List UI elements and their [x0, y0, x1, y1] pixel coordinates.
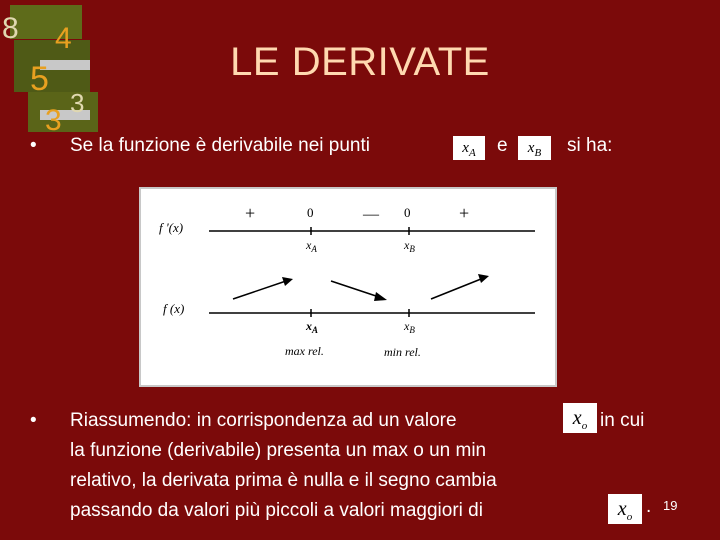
decreasing-arrow: [331, 281, 387, 301]
summary-line-1-before: Riassumendo: in corrispondenza ad un valore: [70, 410, 457, 431]
slide-title: LE DERIVATE: [230, 40, 490, 84]
bullet-marker: •: [30, 135, 37, 156]
xa-label-bottom: $x_A$: [306, 319, 319, 335]
fprime-label: f '(x): [159, 220, 184, 235]
sentence-period: .: [646, 496, 652, 517]
point-xo-formula-2: $x_o$: [608, 494, 642, 524]
min-rel-label: min rel.: [384, 345, 421, 359]
page-number: 19: [663, 498, 678, 513]
summary-line-2: la funzione (derivabile) presenta un max o un min: [70, 440, 487, 461]
bullet-marker: •: [30, 410, 37, 431]
summary-line-1-after: in cui: [600, 410, 645, 431]
increasing-arrow-1: [233, 277, 293, 299]
bullet1-text-middle: e: [497, 135, 508, 156]
sign-minus: —: [363, 206, 379, 223]
logo-digit: 5: [30, 60, 49, 98]
sign-zero-1: 0: [307, 205, 314, 220]
bullet1-text-after: si ha:: [567, 135, 613, 156]
point-xb-formula: $x_B$: [518, 136, 551, 160]
max-rel-label: max rel.: [285, 344, 324, 358]
summary-line-4: passando da valori più piccoli a valori maggiori di: [70, 500, 483, 521]
sign-plus-2: +: [459, 203, 470, 223]
logo-digit: 8: [2, 12, 19, 45]
logo-digit: 3: [45, 104, 62, 135]
summary-line-3: relativo, la derivata prima è nulla e il segno cambia: [70, 470, 497, 491]
increasing-arrow-2: [431, 274, 489, 299]
xb-label-bottom: $x_B$: [404, 319, 415, 335]
point-xo-formula: $x_o$: [563, 403, 597, 433]
xb-label-top: $x_B$: [404, 238, 415, 254]
f-label: f (x): [163, 301, 185, 316]
logo-digit: 3: [70, 88, 85, 118]
bullet1-text-before: Se la funzione è derivabile nei punti: [70, 135, 370, 156]
xa-label-top: $x_A$: [306, 238, 317, 254]
sign-zero-2: 0: [404, 205, 411, 220]
sign-plus-1: +: [245, 203, 256, 223]
logo-digit: 4: [55, 22, 72, 55]
derivative-sign-diagram: [139, 187, 557, 387]
point-xa-formula: $x_A$: [453, 136, 485, 160]
